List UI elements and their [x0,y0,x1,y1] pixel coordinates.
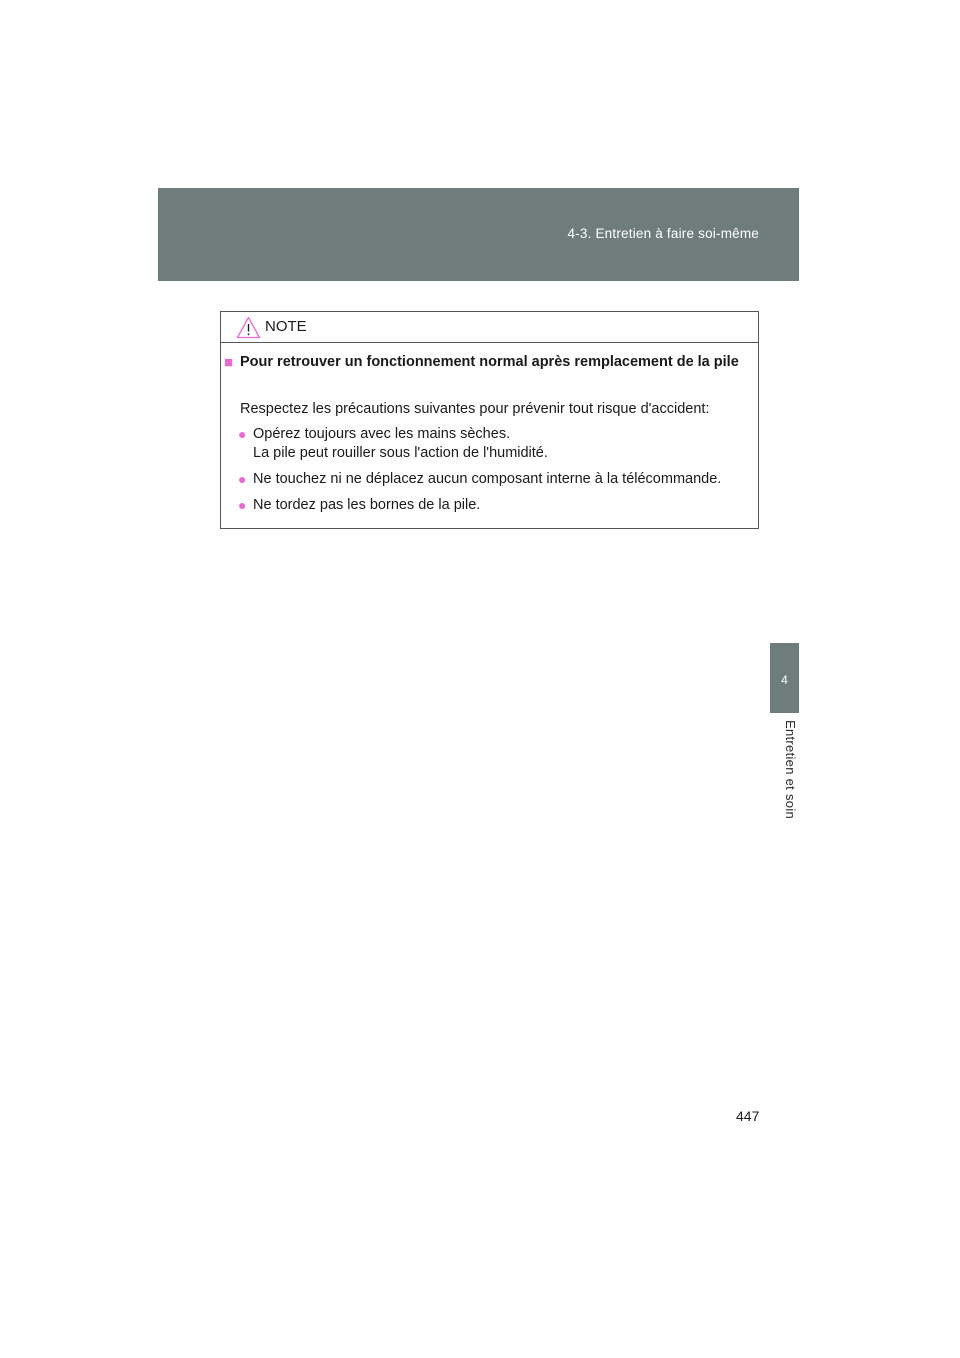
list-item-text: Opérez toujours avec les mains sèches. [253,426,511,442]
circle-bullet-icon: ● [238,497,247,513]
list-item-text: Ne tordez pas les bornes de la pile. [253,497,481,513]
note-label: NOTE [265,318,307,335]
note-heading-text: Pour retrouver un fonctionnement normal après remplacement de la pile [240,354,739,370]
note-intro: Respectez les précautions suivantes pour prévenir tout risque d'accident: [240,401,710,417]
note-box [220,311,759,529]
list-item-text: Ne touchez ni ne déplacez aucun composant interne à la télécommande. [253,471,722,487]
circle-bullet-icon: ● [238,471,247,487]
list-item [238,425,548,463]
page-number: 447 [736,1108,760,1124]
list-item-subtext: La pile peut rouiller sous l'action de l'humidité. [253,445,548,461]
chapter-label: Entretien et soin [783,720,798,820]
chapter-tab [770,643,799,713]
section-title: 4-3. Entretien à faire soi-même [567,226,759,241]
chapter-number: 4 [781,673,788,687]
circle-bullet-icon: ● [238,426,247,442]
list-item [238,470,721,489]
note-heading [224,353,754,372]
square-bullet-icon: ■ [224,354,234,371]
note-header [221,312,758,343]
list-item [238,496,480,515]
warning-triangle-icon [236,316,261,339]
header-band [158,188,799,281]
